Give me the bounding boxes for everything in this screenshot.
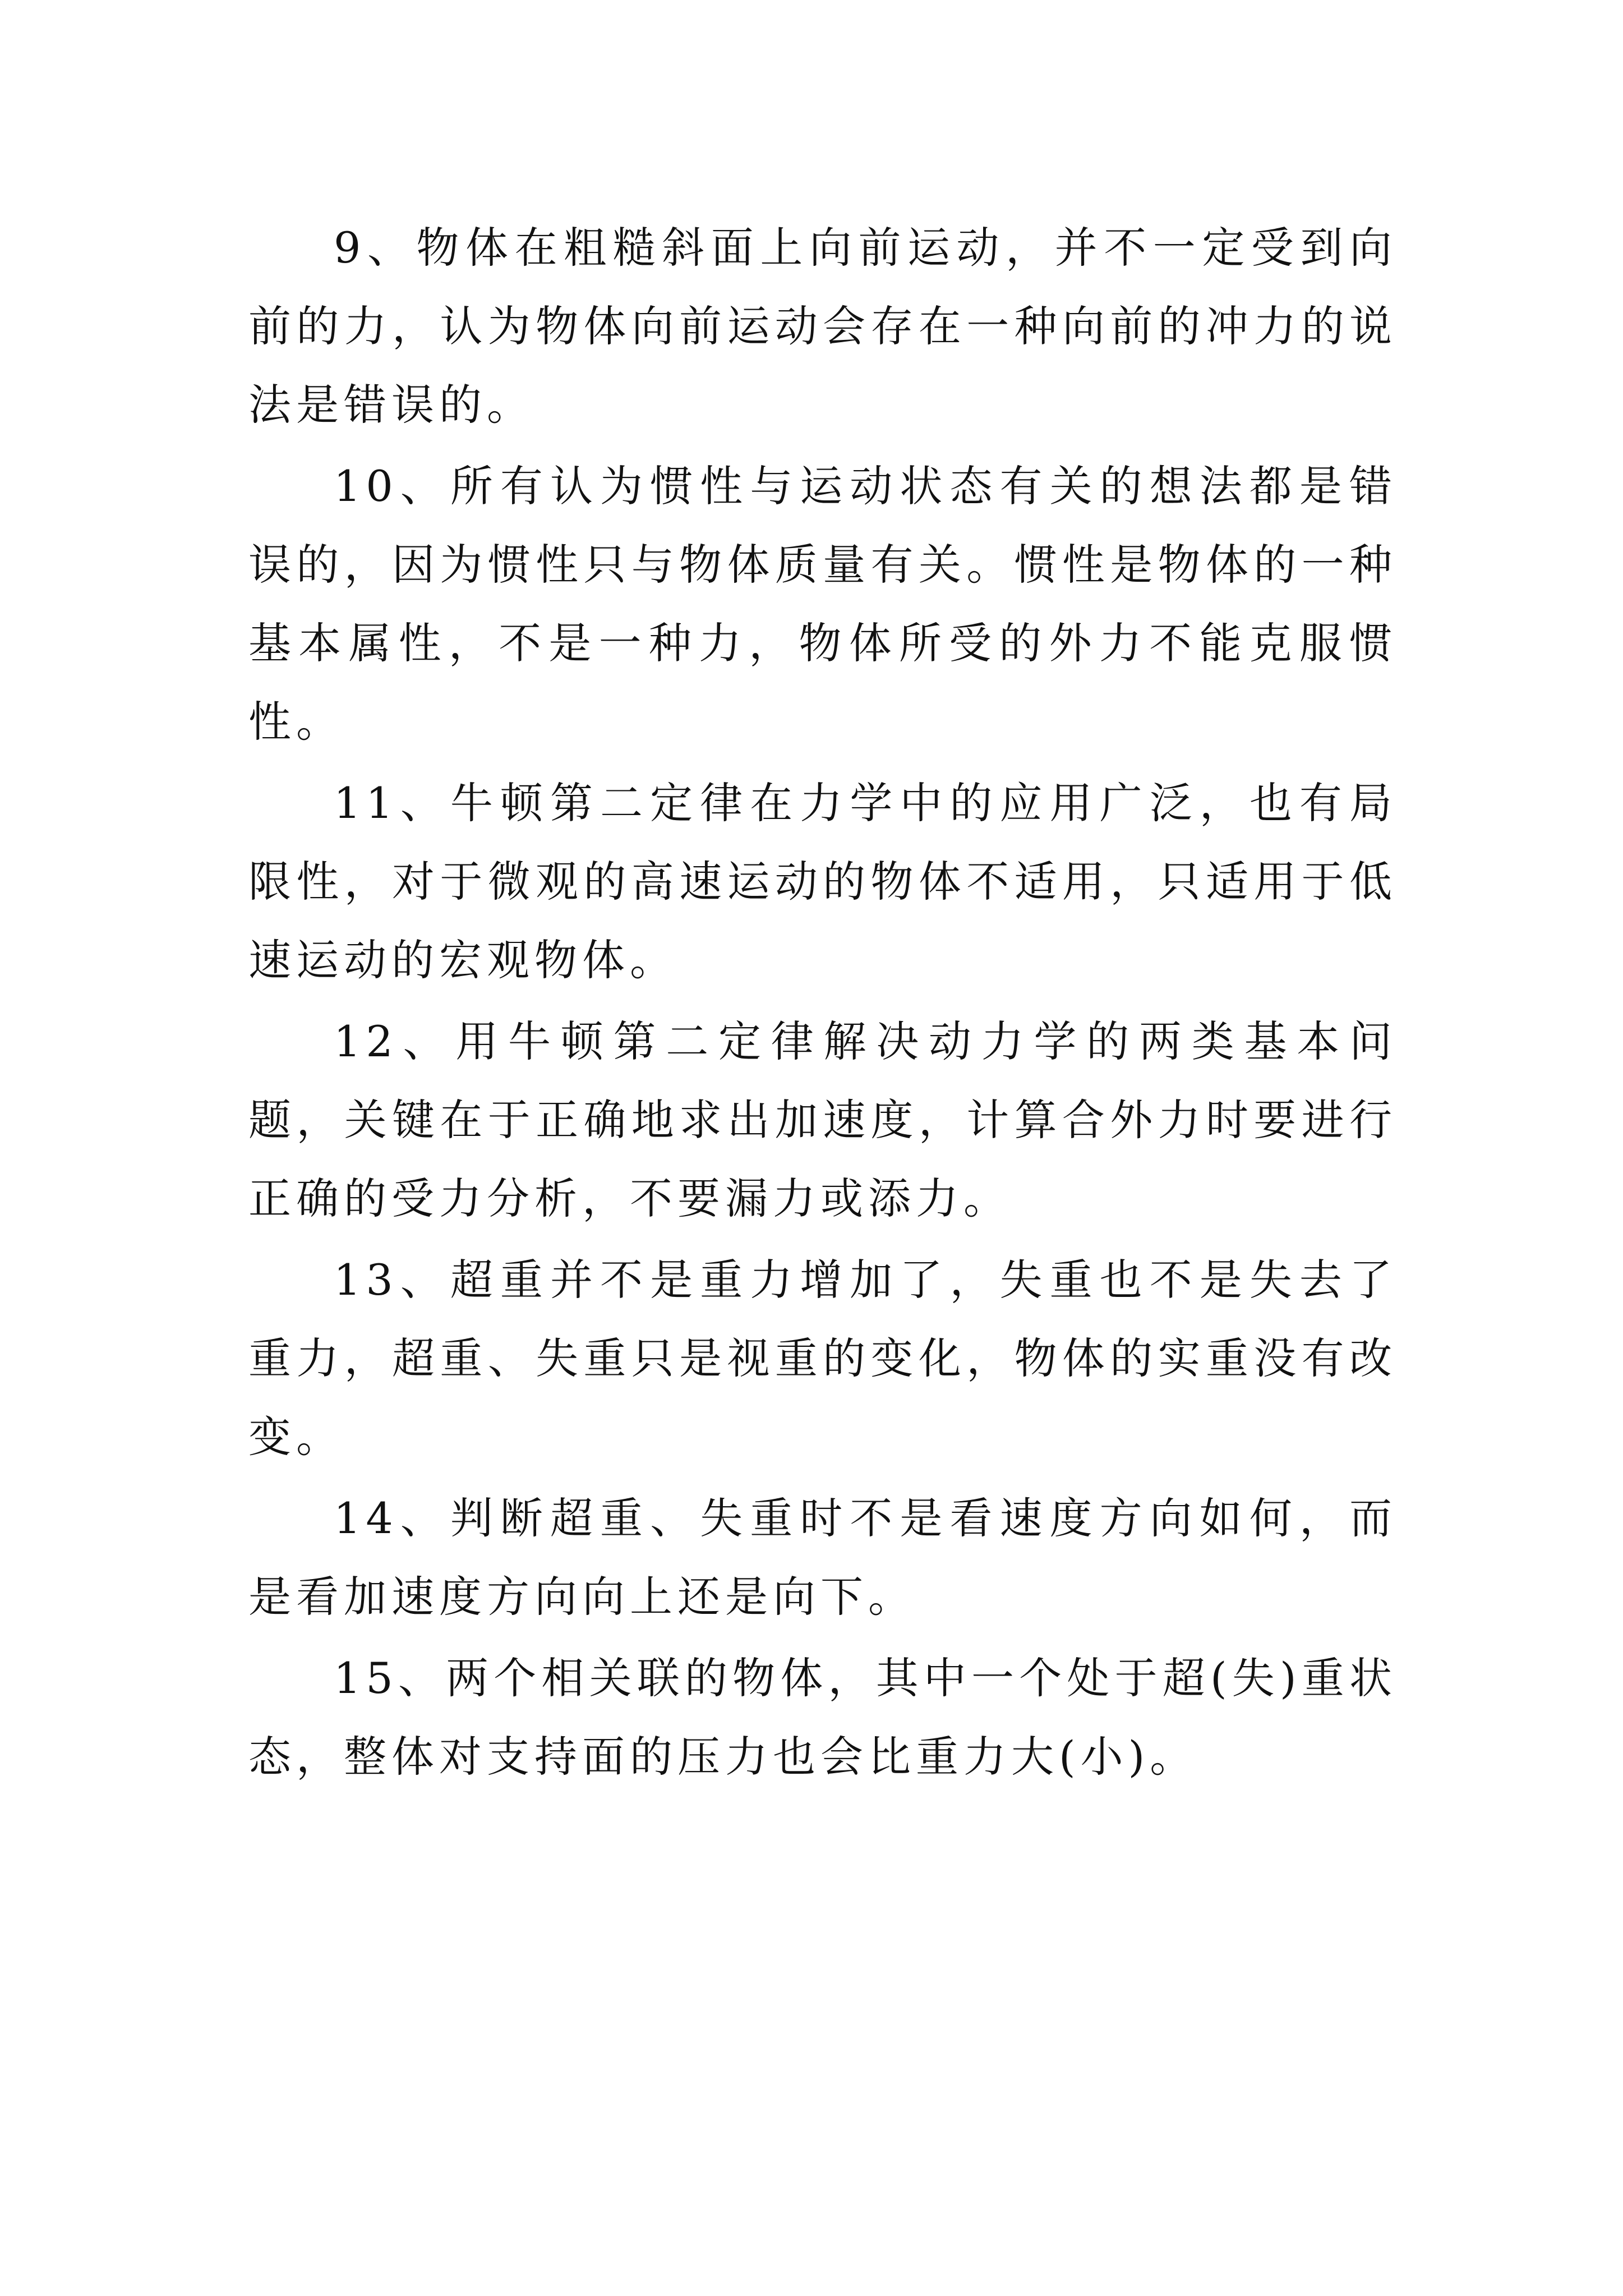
paragraph-item-14: 14、判断超重、失重时不是看速度方向如何，而是看加速度方向向上还是向下。: [248, 1493, 1397, 1622]
paragraph-item-13: 13、超重并不是重力增加了，失重也不是失去了重力，超重、失重只是视重的变化，物体的实重没有改变。: [248, 1255, 1397, 1462]
document-body: [248, 209, 1397, 1799]
paragraph-item-15: 15、两个相关联的物体，其中一个处于超(失)重状态，整体对支持面的压力也会比重力大(小)。: [248, 1653, 1397, 1782]
paragraph-item-9: 9、物体在粗糙斜面上向前运动，并不一定受到向前的力，认为物体向前运动会存在一种向前的冲力的说法是错误的。: [248, 223, 1397, 430]
paragraph-item-10: 10、所有认为惯性与运动状态有关的想法都是错误的，因为惯性只与物体质量有关。惯性是物体的一种基本属性，不是一种力，物体所受的外力不能克服惯性。: [248, 461, 1397, 747]
paragraph-item-11: 11、牛顿第二定律在力学中的应用广泛，也有局限性，对于微观的高速运动的物体不适用，只适用于低速运动的宏观物体。: [248, 778, 1397, 985]
paragraph-item-12: 12、用牛顿第二定律解决动力学的两类基本问题，关键在于正确地求出加速度，计算合外力时要进行正确的受力分析，不要漏力或添力。: [248, 1016, 1397, 1223]
